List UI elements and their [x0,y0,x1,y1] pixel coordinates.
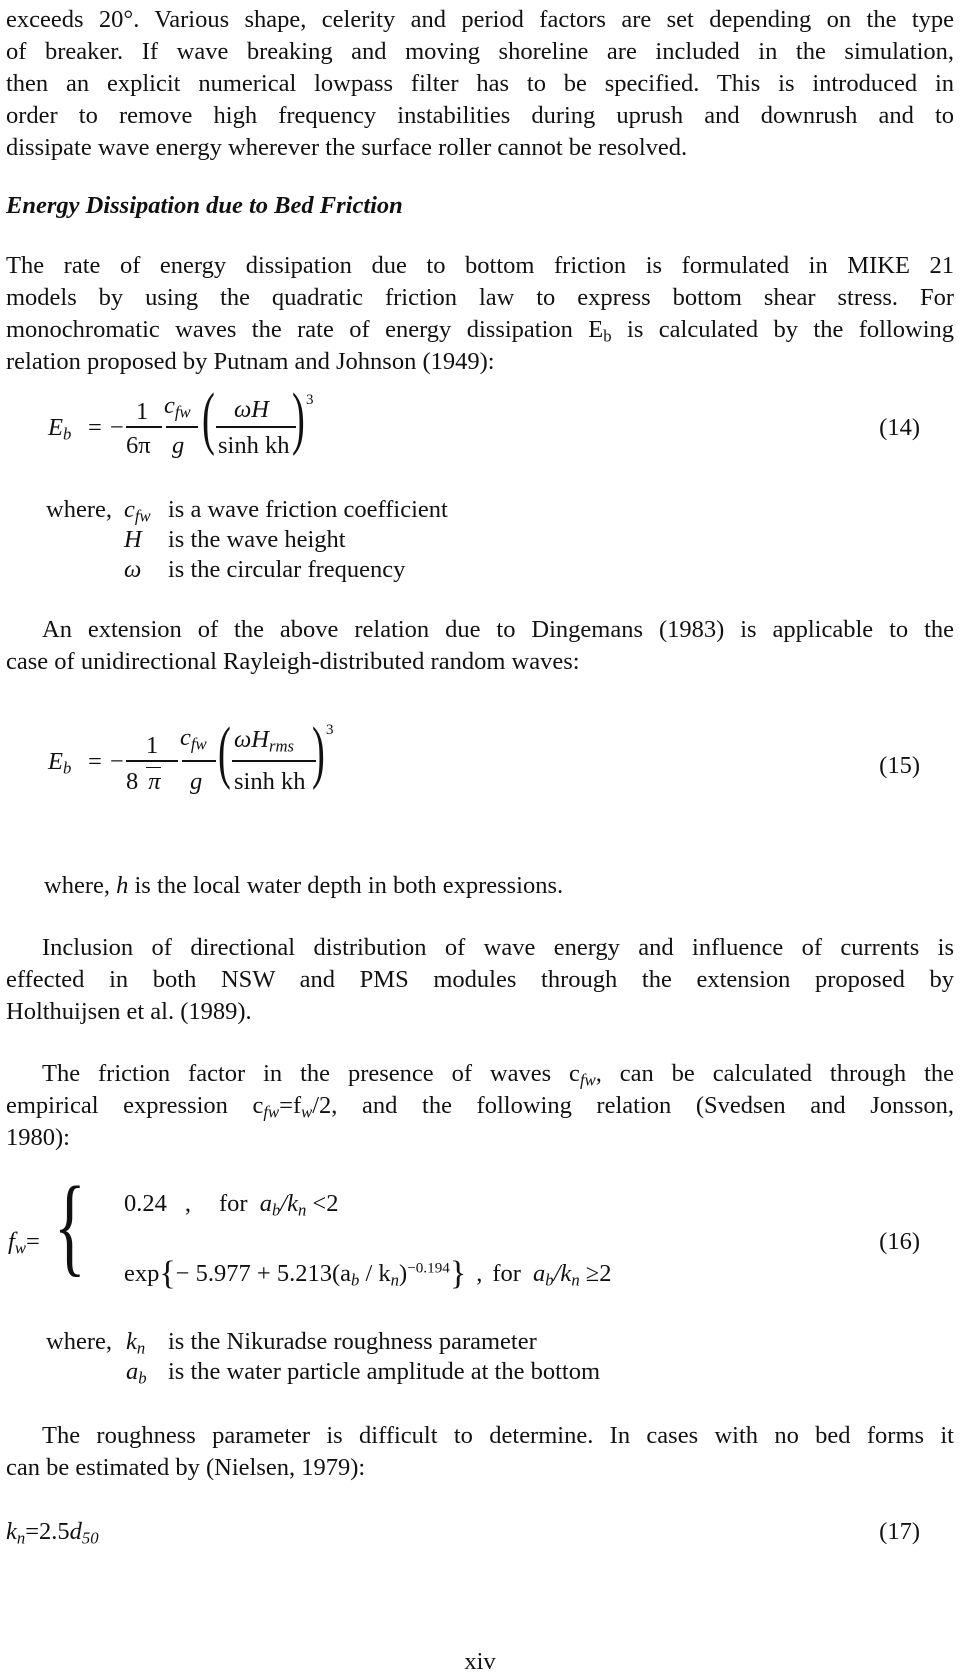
fraction-bar [232,760,316,762]
def-symbol: $a_b$ [126,1358,147,1388]
def-text: is the water particle amplitude at the bottom [168,1358,601,1385]
def-text: is the Nikuradse roughness parameter [168,1328,537,1355]
def-text: is a wave friction coefficient [168,496,448,523]
section-heading: Energy Dissipation due to Bed Friction [6,192,403,219]
text-fragment: is calculated by the following [611,316,955,343]
intro-paragraph [6,4,954,164]
text-fragment: where, [44,872,117,899]
text-line: empirical expression $c_{fw}=f_w/2$, and the following relation (Svedsen and Jonsson, [6,1092,954,1122]
text-line: models by using the quadratic friction law to express bottom shear stress. For [6,284,954,311]
paragraph-depth-note [44,870,944,902]
def-text: is the wave height [168,526,346,553]
eq-num1: 1 [136,398,149,425]
fraction-bar [126,426,162,428]
left-brace: { [54,1164,86,1286]
eq-den1: 8 π [126,768,161,795]
eq-num2: $c_{fw}$ [180,724,207,754]
eq-equals: = [88,414,102,441]
eq-equals: = [88,748,102,775]
eq-den3: sinh kh [234,768,306,795]
equation-17 [6,1516,954,1552]
eq-num1: 1 [146,732,159,759]
text-fragment: is the local water depth in both expressions. [128,872,564,899]
equation-number: (15) [879,752,920,779]
right-paren: ) [292,380,305,457]
subscript: b [603,326,612,346]
eq-power: 3 [326,722,334,738]
text-line: effected in both NSW and PMS modules through the extension proposed by [6,966,954,993]
eq-num3: ωH [234,396,269,423]
case-1: 0.24 , for $a_b/k_n <2$ [124,1190,339,1220]
text-line: then an explicit numerical lowpass filter has to be specified. This is introduced in [6,70,954,97]
def-lead: where, [46,496,112,523]
eq-den2: g [172,432,185,459]
paragraph-dingemans [6,614,954,678]
def-symbol: $c_{fw}$ [124,496,151,526]
text-line: The friction factor in the presence of waves $c_{fw}$, can be calculated through the [42,1060,955,1090]
case-2: $\exp\{- 5.977 + 5.213(a_b / k_n)^{-0.194}\}$ , for $a_b/k_n \ge 2$ [124,1255,612,1292]
eq-lhs: $f_w=$ [8,1228,40,1258]
text-line: can be estimated by (Nielsen, 1979): [6,1454,366,1481]
def-symbol: H [124,526,142,553]
eq-power: 3 [306,392,314,408]
text-line: 1980): [6,1124,70,1151]
paragraph-roughness [6,1420,954,1484]
eq-minus: − [110,414,124,441]
text-line [6,314,954,346]
right-paren: ) [312,714,325,791]
eq-minus: − [110,748,124,775]
text-line: relation proposed by Putnam and Johnson (1949): [6,348,495,375]
paragraph-friction-factor [6,1058,954,1154]
fraction-bar [182,760,216,762]
text-line: Holthuijsen et al. (1989). [6,998,252,1025]
equation-14 [6,380,954,490]
text-line: case of unidirectional Rayleigh-distributed random waves: [6,648,580,675]
equation-number: (14) [879,414,920,441]
eq-lhs: $E_b$ [48,414,72,444]
fraction-bar [126,760,178,762]
eq-den2: g [190,768,203,795]
text-line: Inclusion of directional distribution of wave energy and influence of currents is [42,934,954,961]
text-line: of breaker. If wave breaking and moving shoreline are included in the simulation, [6,38,954,65]
equation-number: (17) [879,1518,920,1545]
text-fragment: monochromatic waves the rate of energy dissipation E [6,316,604,343]
text-line: order to remove high frequency instabilities during uprush and downrush and to [6,102,954,129]
equation-16 [6,1164,954,1294]
def-text: is the circular frequency [168,556,406,583]
fraction-bar [166,426,198,428]
text-line: The roughness parameter is difficult to determine. In cases with no bed forms it [42,1422,954,1449]
eq-num3: $\omega H_{rms}$ [234,726,294,756]
page-number: xiv [464,1648,496,1675]
def-lead: where, [46,1328,112,1355]
eq-den3: sinh kh [218,432,290,459]
eq-num2: $c_{fw}$ [164,392,191,422]
text-fragment: h [116,872,129,899]
text-line: exceeds 20°. Various shape, celerity and period factors are set depending on the type [6,6,954,33]
left-paren: ( [218,714,231,791]
eq-lhs: $E_b$ [48,748,72,778]
eq-body: $k_n=2.5d_{50}$ [6,1518,99,1548]
eq-den1: 6π [126,432,151,459]
left-paren: ( [202,380,215,457]
text-line: The rate of energy dissipation due to bottom friction is formulated in MIKE 21 [6,252,954,279]
equation-number: (16) [879,1228,920,1255]
text-line: An extension of the above relation due to Dingemans (1983) is applicable to the [42,616,954,643]
def-symbol: ω [124,556,142,583]
equation-15 [6,714,954,826]
fraction-bar [216,426,296,428]
def-symbol: $k_n$ [126,1328,146,1358]
paragraph-directional [6,932,954,1028]
paragraph-bed-friction [6,250,954,378]
text-line: dissipate wave energy wherever the surface roller cannot be resolved. [6,134,688,161]
